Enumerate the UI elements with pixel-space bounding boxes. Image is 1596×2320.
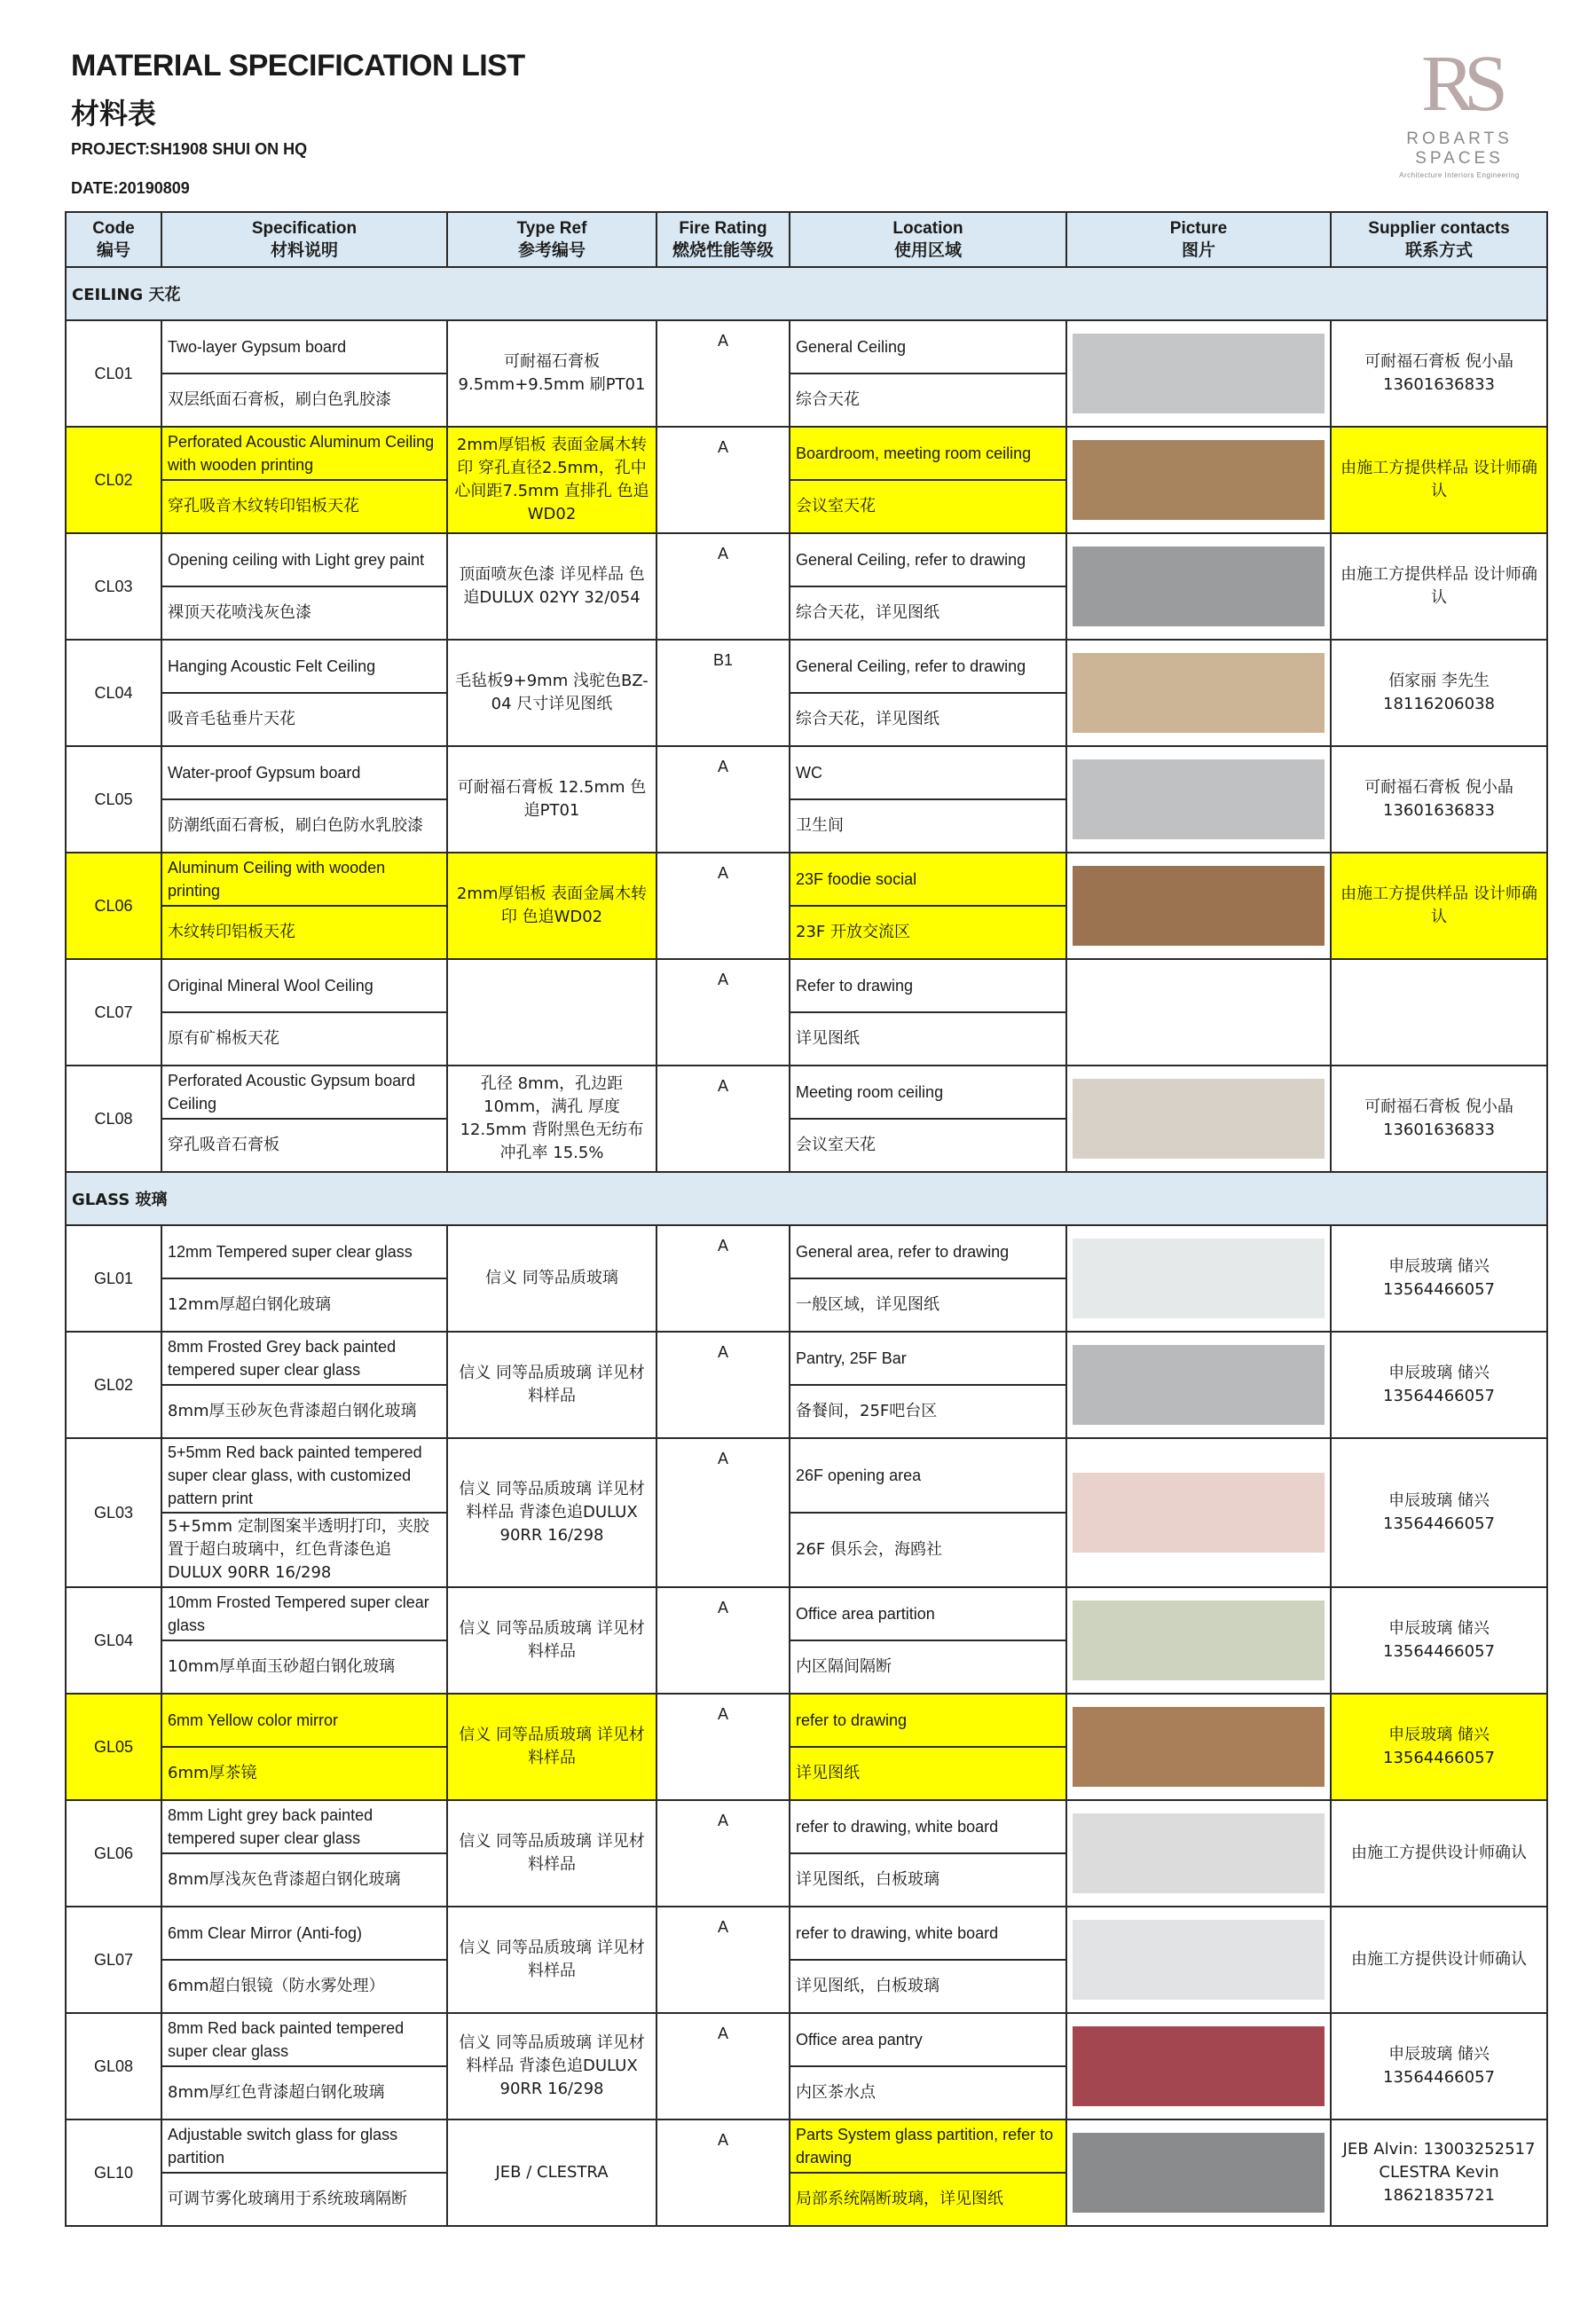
table-row bbox=[66, 959, 1547, 1012]
material-swatch bbox=[1073, 1600, 1325, 1680]
fire-rating-cell: A bbox=[656, 320, 790, 427]
material-swatch bbox=[1073, 334, 1325, 413]
spec-cn-cell: 裸顶天花喷浅灰色漆 bbox=[161, 586, 447, 640]
location-cn-cell: 详见图纸 bbox=[790, 1012, 1066, 1066]
spec-en-cell: 8mm Frosted Grey back painted tempered super clear glass bbox=[161, 1332, 447, 1385]
spec-en-cell: Adjustable switch glass for glass partition bbox=[161, 2119, 447, 2173]
spec-en-cell: Water-proof Gypsum board bbox=[161, 746, 447, 799]
material-swatch bbox=[1073, 1813, 1325, 1893]
table-row bbox=[66, 1438, 1547, 1513]
logo-name: ROBARTS SPACES bbox=[1406, 130, 1513, 168]
col-location-header: Location 使用区域 bbox=[790, 212, 1066, 267]
col-code-header: Code 编号 bbox=[66, 212, 161, 267]
location-en-cell: General Ceiling, refer to drawing bbox=[790, 640, 1066, 693]
location-en-cell: refer to drawing bbox=[790, 1694, 1066, 1747]
location-cn-cell: 详见图纸 bbox=[790, 1747, 1066, 1800]
location-cn-cell: 内区茶水点 bbox=[790, 2066, 1066, 2119]
fire-rating-cell: A bbox=[656, 959, 790, 1066]
spec-en-cell: 5+5mm Red back painted tempered super clear glass, with customized pattern print bbox=[161, 1438, 447, 1513]
spec-cn-cell: 穿孔吸音石膏板 bbox=[161, 1119, 447, 1172]
code-cell: CL07 bbox=[66, 959, 161, 1066]
picture-cell bbox=[1066, 1800, 1331, 1907]
col-type-header: Type Ref 参考编号 bbox=[447, 212, 656, 267]
section-label: CEILING 天花 bbox=[66, 267, 1547, 320]
code-cell: GL08 bbox=[66, 2013, 161, 2119]
fire-rating-cell: A bbox=[656, 746, 790, 853]
table-row bbox=[66, 1332, 1547, 1385]
material-swatch bbox=[1073, 1920, 1325, 2000]
table-row bbox=[66, 1225, 1547, 1278]
supplier-cell: 由施工方提供样品 设计师确认 bbox=[1331, 853, 1547, 959]
type-ref-cell: 可耐福石膏板 12.5mm 色追PT01 bbox=[447, 746, 656, 853]
col-fire-header: Fire Rating 燃烧性能等级 bbox=[656, 212, 790, 267]
code-cell: GL07 bbox=[66, 1907, 161, 2013]
page-title: MATERIAL SPECIFICATION LIST bbox=[71, 49, 525, 83]
spec-cn-cell: 8mm厚玉砂灰色背漆超白钢化玻璃 bbox=[161, 1385, 447, 1438]
supplier-cell: 佰家丽 李先生 18116206038 bbox=[1331, 640, 1547, 746]
picture-cell bbox=[1066, 533, 1331, 640]
table-row bbox=[66, 746, 1547, 799]
code-cell: GL06 bbox=[66, 1800, 161, 1907]
logo-mark: RS bbox=[1420, 40, 1498, 128]
fire-rating-cell: A bbox=[656, 533, 790, 640]
table-row bbox=[66, 320, 1547, 374]
location-en-cell: Office area pantry bbox=[790, 2013, 1066, 2066]
spec-cn-cell: 可调节雾化玻璃用于系统玻璃隔断 bbox=[161, 2173, 447, 2226]
supplier-cell: 由施工方提供设计师确认 bbox=[1331, 1907, 1547, 2013]
type-ref-cell: JEB / CLESTRA bbox=[447, 2119, 656, 2226]
table-row bbox=[66, 2119, 1547, 2173]
spec-en-cell: 12mm Tempered super clear glass bbox=[161, 1225, 447, 1278]
picture-cell bbox=[1066, 1066, 1331, 1172]
picture-cell bbox=[1066, 2013, 1331, 2119]
type-ref-cell bbox=[447, 959, 656, 1066]
spec-cn-cell: 6mm超白银镜（防水雾处理） bbox=[161, 1960, 447, 2013]
spec-cn-cell: 防潮纸面石膏板，刷白色防水乳胶漆 bbox=[161, 799, 447, 853]
location-en-cell: 23F foodie social bbox=[790, 853, 1066, 906]
material-swatch bbox=[1073, 2026, 1325, 2106]
section-label: GLASS 玻璃 bbox=[66, 1172, 1547, 1225]
location-en-cell: 26F opening area bbox=[790, 1438, 1066, 1513]
supplier-cell: 可耐福石膏板 倪小晶 13601636833 bbox=[1331, 746, 1547, 853]
location-en-cell: Boardroom, meeting room ceiling bbox=[790, 427, 1066, 480]
spec-en-cell: Two-layer Gypsum board bbox=[161, 320, 447, 374]
supplier-cell: 由施工方提供样品 设计师确认 bbox=[1331, 427, 1547, 533]
supplier-cell: JEB Alvin: 13003252517 CLESTRA Kevin 18621835721 bbox=[1331, 2119, 1547, 2226]
location-cn-cell: 会议室天花 bbox=[790, 1119, 1066, 1172]
material-swatch bbox=[1073, 1473, 1325, 1553]
spec-cn-cell: 5+5mm 定制图案半透明打印，夹胶置于超白玻璃中，红色背漆色追DULUX 90RR 16/298 bbox=[161, 1513, 447, 1587]
spec-en-cell: 8mm Light grey back painted tempered super clear glass bbox=[161, 1800, 447, 1853]
fire-rating-cell: A bbox=[656, 427, 790, 533]
table-row bbox=[66, 640, 1547, 693]
fire-rating-cell: A bbox=[656, 1438, 790, 1587]
location-cn-cell: 会议室天花 bbox=[790, 480, 1066, 533]
picture-cell bbox=[1066, 1907, 1331, 2013]
spec-en-cell: 6mm Yellow color mirror bbox=[161, 1694, 447, 1747]
type-ref-cell: 信义 同等品质玻璃 详见材料样品 bbox=[447, 1907, 656, 2013]
project-label: PROJECT:SH1908 SHUI ON HQ bbox=[71, 140, 308, 158]
spec-en-cell: Opening ceiling with Light grey paint bbox=[161, 533, 447, 586]
type-ref-cell: 毛毡板9+9mm 浅驼色BZ-04 尺寸详见图纸 bbox=[447, 640, 656, 746]
material-swatch bbox=[1073, 759, 1325, 839]
fire-rating-cell: A bbox=[656, 1587, 790, 1694]
picture-cell bbox=[1066, 1225, 1331, 1332]
location-cn-cell: 局部系统隔断玻璃，详见图纸 bbox=[790, 2173, 1066, 2226]
code-cell: CL06 bbox=[66, 853, 161, 959]
code-cell: GL05 bbox=[66, 1694, 161, 1800]
location-cn-cell: 内区隔间隔断 bbox=[790, 1640, 1066, 1694]
code-cell: CL03 bbox=[66, 533, 161, 640]
location-cn-cell: 26F 俱乐会，海鸥社 bbox=[790, 1513, 1066, 1587]
type-ref-cell: 2mm厚铝板 表面金属木转印 穿孔直径2.5mm，孔中心间距7.5mm 直排孔 色追WD02 bbox=[447, 427, 656, 533]
fire-rating-cell: A bbox=[656, 1066, 790, 1172]
type-ref-cell: 信义 同等品质玻璃 详见材料样品 bbox=[447, 1332, 656, 1438]
location-en-cell: Office area partition bbox=[790, 1587, 1066, 1640]
code-cell: CL08 bbox=[66, 1066, 161, 1172]
picture-cell bbox=[1066, 640, 1331, 746]
picture-cell bbox=[1066, 427, 1331, 533]
code-cell: CL01 bbox=[66, 320, 161, 427]
type-ref-cell: 2mm厚铝板 表面金属木转印 色追WD02 bbox=[447, 853, 656, 959]
location-en-cell: Pantry, 25F Bar bbox=[790, 1332, 1066, 1385]
picture-cell bbox=[1066, 1332, 1331, 1438]
picture-cell bbox=[1066, 746, 1331, 853]
table-header-row bbox=[66, 212, 1547, 267]
section-row bbox=[66, 267, 1547, 320]
code-cell: GL02 bbox=[66, 1332, 161, 1438]
material-spec-table bbox=[65, 211, 1548, 2227]
supplier-cell: 申辰玻璃 储兴 13564466057 bbox=[1331, 1332, 1547, 1438]
type-ref-cell: 信义 同等品质玻璃 详见材料样品 bbox=[447, 1587, 656, 1694]
supplier-cell: 申辰玻璃 储兴 13564466057 bbox=[1331, 1694, 1547, 1800]
code-cell: GL01 bbox=[66, 1225, 161, 1332]
location-en-cell: General Ceiling, refer to drawing bbox=[790, 533, 1066, 586]
location-en-cell: Parts System glass partition, refer to drawing bbox=[790, 2119, 1066, 2173]
table-row bbox=[66, 1694, 1547, 1747]
spec-en-cell: Hanging Acoustic Felt Ceiling bbox=[161, 640, 447, 693]
spec-en-cell: 6mm Clear Mirror (Anti-fog) bbox=[161, 1907, 447, 1960]
spec-en-cell: Aluminum Ceiling with wooden printing bbox=[161, 853, 447, 906]
spec-en-cell: 10mm Frosted Tempered super clear glass bbox=[161, 1587, 447, 1640]
supplier-cell: 申辰玻璃 储兴 13564466057 bbox=[1331, 1587, 1547, 1694]
supplier-cell: 申辰玻璃 储兴 13564466057 bbox=[1331, 1225, 1547, 1332]
table-row bbox=[66, 427, 1547, 480]
company-logo bbox=[1384, 40, 1535, 179]
fire-rating-cell: A bbox=[656, 1694, 790, 1800]
material-swatch bbox=[1073, 1239, 1325, 1318]
fire-rating-cell: B1 bbox=[656, 640, 790, 746]
picture-cell bbox=[1066, 2119, 1331, 2226]
code-cell: GL10 bbox=[66, 2119, 161, 2226]
location-en-cell: General Ceiling bbox=[790, 320, 1066, 374]
picture-cell bbox=[1066, 959, 1331, 1066]
spec-cn-cell: 10mm厚单面玉砂超白钢化玻璃 bbox=[161, 1640, 447, 1694]
location-cn-cell: 综合天花 bbox=[790, 374, 1066, 427]
picture-cell bbox=[1066, 853, 1331, 959]
spec-en-cell: 8mm Red back painted tempered super clear glass bbox=[161, 2013, 447, 2066]
spec-cn-cell: 8mm厚浅灰色背漆超白钢化玻璃 bbox=[161, 1853, 447, 1907]
spec-cn-cell: 8mm厚红色背漆超白钢化玻璃 bbox=[161, 2066, 447, 2119]
col-picture-header: Picture 图片 bbox=[1066, 212, 1331, 267]
location-cn-cell: 23F 开放交流区 bbox=[790, 906, 1066, 959]
picture-cell bbox=[1066, 1587, 1331, 1694]
fire-rating-cell: A bbox=[656, 1907, 790, 2013]
material-swatch bbox=[1073, 1707, 1325, 1787]
col-spec-header: Specification 材料说明 bbox=[161, 212, 447, 267]
table-row bbox=[66, 1066, 1547, 1119]
location-en-cell: refer to drawing, white board bbox=[790, 1800, 1066, 1853]
fire-rating-cell: A bbox=[656, 1225, 790, 1332]
material-swatch bbox=[1073, 547, 1325, 626]
material-swatch bbox=[1073, 653, 1325, 733]
spec-cn-cell: 木纹转印铝板天花 bbox=[161, 906, 447, 959]
location-cn-cell: 卫生间 bbox=[790, 799, 1066, 853]
type-ref-cell: 信义 同等品质玻璃 bbox=[447, 1225, 656, 1332]
supplier-cell: 可耐福石膏板 倪小晶 13601636833 bbox=[1331, 1066, 1547, 1172]
supplier-cell: 申辰玻璃 储兴 13564466057 bbox=[1331, 1438, 1547, 1587]
date-label: DATE:20190809 bbox=[71, 179, 190, 197]
table-row bbox=[66, 853, 1547, 906]
code-cell: CL02 bbox=[66, 427, 161, 533]
picture-cell bbox=[1066, 1694, 1331, 1800]
location-cn-cell: 综合天花，详见图纸 bbox=[790, 586, 1066, 640]
type-ref-cell: 信义 同等品质玻璃 详见材料样品 bbox=[447, 1694, 656, 1800]
table-row bbox=[66, 1587, 1547, 1640]
spec-cn-cell: 原有矿棉板天花 bbox=[161, 1012, 447, 1066]
spec-cn-cell: 穿孔吸音木纹转印铝板天花 bbox=[161, 480, 447, 533]
location-cn-cell: 详见图纸，白板玻璃 bbox=[790, 1853, 1066, 1907]
picture-cell bbox=[1066, 320, 1331, 427]
location-cn-cell: 详见图纸，白板玻璃 bbox=[790, 1960, 1066, 2013]
supplier-cell: 可耐福石膏板 倪小晶 13601636833 bbox=[1331, 320, 1547, 427]
location-cn-cell: 备餐间，25F吧台区 bbox=[790, 1385, 1066, 1438]
fire-rating-cell: A bbox=[656, 2119, 790, 2226]
table-row bbox=[66, 1907, 1547, 1960]
fire-rating-cell: A bbox=[656, 1332, 790, 1438]
location-cn-cell: 一般区域，详见图纸 bbox=[790, 1278, 1066, 1332]
spec-en-cell: Perforated Acoustic Gypsum board Ceiling bbox=[161, 1066, 447, 1119]
code-cell: CL05 bbox=[66, 746, 161, 853]
type-ref-cell: 孔径 8mm，孔边距10mm，满孔 厚度 12.5mm 背附黑色无纺布 冲孔率 15.5% bbox=[447, 1066, 656, 1172]
code-cell: GL03 bbox=[66, 1438, 161, 1587]
material-swatch bbox=[1073, 440, 1325, 520]
material-swatch bbox=[1073, 2133, 1325, 2213]
material-swatch bbox=[1073, 1079, 1325, 1159]
location-en-cell: Refer to drawing bbox=[790, 959, 1066, 1012]
type-ref-cell: 可耐福石膏板 9.5mm+9.5mm 刷PT01 bbox=[447, 320, 656, 427]
fire-rating-cell: A bbox=[656, 1800, 790, 1907]
supplier-cell: 申辰玻璃 储兴 13564466057 bbox=[1331, 2013, 1547, 2119]
type-ref-cell: 顶面喷灰色漆 详见样品 色追DULUX 02YY 32/054 bbox=[447, 533, 656, 640]
logo-tagline: Architecture Interiors Engineering bbox=[1399, 171, 1520, 179]
spec-cn-cell: 6mm厚茶镜 bbox=[161, 1747, 447, 1800]
location-en-cell: refer to drawing, white board bbox=[790, 1907, 1066, 1960]
supplier-cell: 由施工方提供设计师确认 bbox=[1331, 1800, 1547, 1907]
spec-cn-cell: 12mm厚超白钢化玻璃 bbox=[161, 1278, 447, 1332]
supplier-cell bbox=[1331, 959, 1547, 1066]
table-body bbox=[66, 267, 1547, 2226]
spec-en-cell: Perforated Acoustic Aluminum Ceiling with wooden printing bbox=[161, 427, 447, 480]
location-en-cell: Meeting room ceiling bbox=[790, 1066, 1066, 1119]
table-row bbox=[66, 533, 1547, 586]
spec-en-cell: Original Mineral Wool Ceiling bbox=[161, 959, 447, 1012]
table-row bbox=[66, 1800, 1547, 1853]
code-cell: CL04 bbox=[66, 640, 161, 746]
type-ref-cell: 信义 同等品质玻璃 详见材料样品 bbox=[447, 1800, 656, 1907]
spec-cn-cell: 吸音毛毡垂片天花 bbox=[161, 693, 447, 746]
table-row bbox=[66, 2013, 1547, 2066]
location-en-cell: WC bbox=[790, 746, 1066, 799]
type-ref-cell: 信义 同等品质玻璃 详见材料样品 背漆色追DULUX 90RR 16/298 bbox=[447, 1438, 656, 1587]
location-en-cell: General area, refer to drawing bbox=[790, 1225, 1066, 1278]
type-ref-cell: 信义 同等品质玻璃 详见材料样品 背漆色追DULUX 90RR 16/298 bbox=[447, 2013, 656, 2119]
fire-rating-cell: A bbox=[656, 853, 790, 959]
section-row bbox=[66, 1172, 1547, 1225]
location-cn-cell: 综合天花，详见图纸 bbox=[790, 693, 1066, 746]
material-swatch bbox=[1073, 866, 1325, 946]
material-swatch bbox=[1073, 1345, 1325, 1425]
spec-cn-cell: 双层纸面石膏板，刷白色乳胶漆 bbox=[161, 374, 447, 427]
code-cell: GL04 bbox=[66, 1587, 161, 1694]
page-title-cn: 材料表 bbox=[71, 97, 157, 130]
picture-cell bbox=[1066, 1438, 1331, 1587]
fire-rating-cell: A bbox=[656, 2013, 790, 2119]
supplier-cell: 由施工方提供样品 设计师确认 bbox=[1331, 533, 1547, 640]
col-supplier-header: Supplier contacts 联系方式 bbox=[1331, 212, 1547, 267]
